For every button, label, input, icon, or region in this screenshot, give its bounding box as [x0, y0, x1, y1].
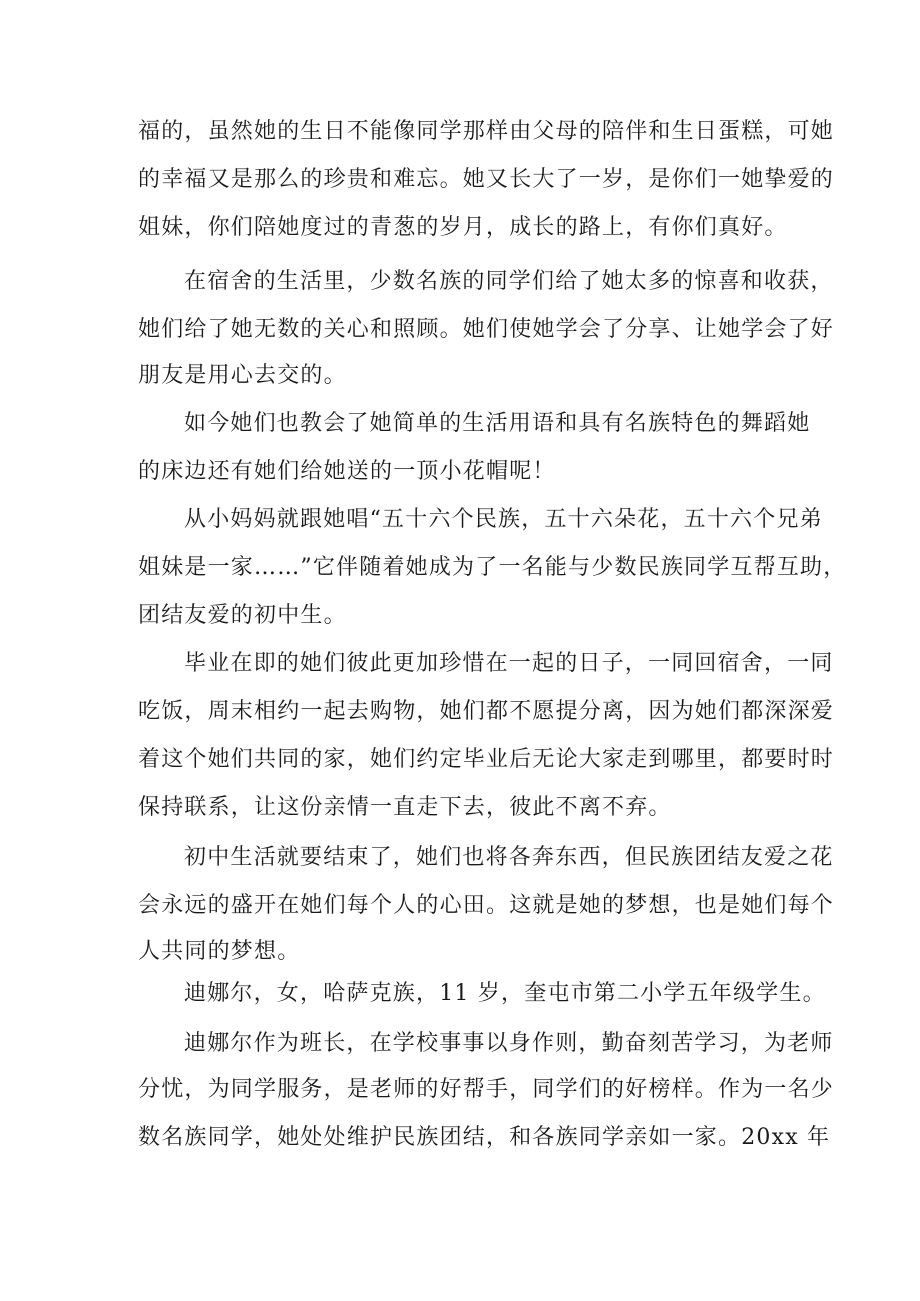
text-line: 的床边还有她们给她送的一顶小花帽呢！: [138, 459, 556, 484]
text-line: 数名族同学，她处处维护民族团结，和各族同学亲如一家。20xx 年: [138, 1125, 831, 1150]
text-line: 姐妹是一家……”它伴随着她成为了一名能与少数民族同学互帮互助，: [138, 555, 847, 580]
text-line: 保持联系，让这份亲情一直走下去，彼此不离不弃。: [138, 795, 672, 820]
text-line: 姐妹，你们陪她度过的青葱的岁月，成长的路上，有你们真好。: [138, 215, 788, 240]
text-line: 分忧，为同学服务，是老师的好帮手，同学们的好榜样。作为一名少: [138, 1077, 835, 1102]
text-line: 会永远的盛开在她们每个人的心田。这就是她的梦想，也是她们每个: [138, 893, 835, 918]
text-line: 初中生活就要结束了，她们也将各奔东西，但民族团结友爱之花: [184, 845, 834, 870]
text-line: 迪娜尔，女，哈萨克族，11 岁，奎屯市第二小学五年级学生。: [184, 981, 826, 1006]
text-line: 从小妈妈就跟她唱“五十六个民族，五十六朵花，五十六个兄弟: [184, 507, 823, 532]
text-line: 人共同的梦想。: [138, 939, 301, 964]
text-line: 她们给了她无数的关心和照顾。她们使她学会了分享、让她学会了好: [138, 317, 835, 342]
text-line: 团结友爱的初中生。: [138, 603, 347, 628]
text-line: 毕业在即的她们彼此更加珍惜在一起的日子，一同回宿舍，一同: [184, 651, 834, 676]
text-line: 如今她们也教会了她简单的生活用语和具有名族特色的舞蹈她: [184, 411, 811, 436]
text-line: 朋友是用心去交的。: [138, 363, 347, 388]
text-line: 在宿舍的生活里，少数名族的同学们给了她太多的惊喜和收获，: [184, 269, 834, 294]
text-line: 福的，虽然她的生日不能像同学那样由父母的陪伴和生日蛋糕，可她: [138, 119, 835, 144]
text-line: 着这个她们共同的家，她们约定毕业后无论大家走到哪里，都要时时: [138, 747, 835, 772]
text-line: 吃饭，周末相约一起去购物，她们都不愿提分离，因为她们都深深爱: [138, 699, 835, 724]
text-line: 的幸福又是那么的珍贵和难忘。她又长大了一岁，是你们一她挚爱的: [138, 167, 835, 192]
text-line: 迪娜尔作为班长，在学校事事以身作则，勤奋刻苦学习，为老师: [184, 1031, 834, 1056]
